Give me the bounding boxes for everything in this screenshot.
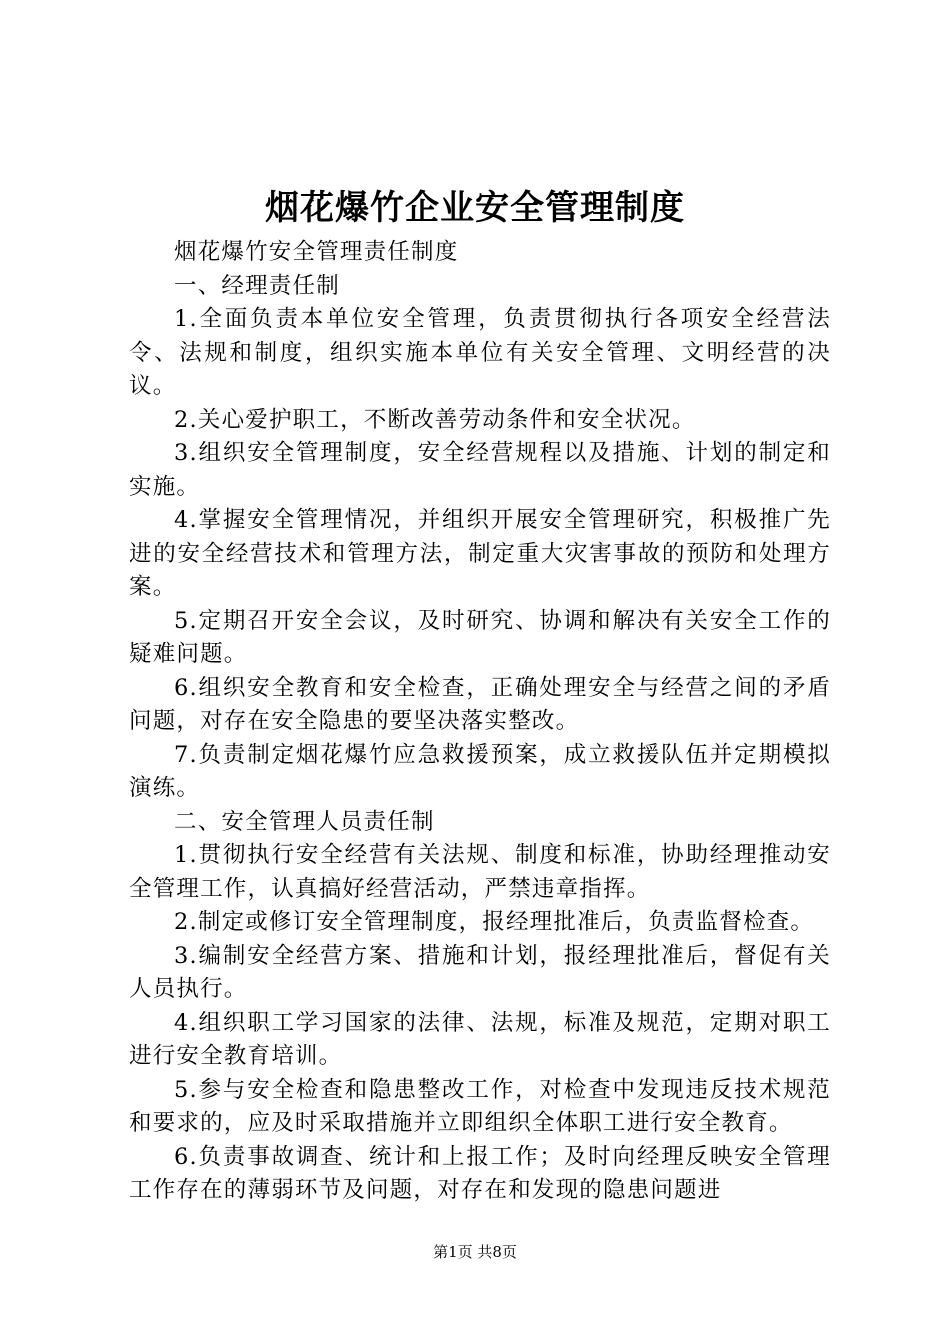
paragraph: 1.贯彻执行安全经营有关法规、制度和标准，协助经理推动安全管理工作，认真搞好经营活动，严禁违章指挥。 xyxy=(129,842,831,902)
page-footer: 第1页 共8页 xyxy=(433,1243,517,1261)
paragraph: 6.负责事故调查、统计和上报工作；及时向经理反映安全管理工作存在的薄弱环节及问题，对存在和发现的隐患问题进 xyxy=(129,1143,831,1203)
paragraph: 2.关心爱护职工，不断改善劳动条件和安全状况。 xyxy=(174,406,696,433)
document-body xyxy=(129,236,831,1208)
paragraph: 6.组织安全教育和安全检查，正确处理安全与经营之间的矛盾问题，对存在安全隐患的要坚决落实整改。 xyxy=(129,674,831,734)
paragraph: 5.参与安全检查和隐患整改工作，对检查中发现违反技术规范和要求的，应及时采取措施并立即组织全体职工进行安全教育。 xyxy=(129,1076,831,1136)
document-title: 烟花爆竹企业安全管理制度 xyxy=(265,188,685,228)
section-heading-manager: 一、经理责任制 xyxy=(174,272,340,299)
paragraph: 4.组织职工学习国家的法律、法规，标准及规范，定期对职工进行安全教育培训。 xyxy=(129,1009,831,1069)
section-heading-safety-staff: 二、安全管理人员责任制 xyxy=(174,808,435,835)
paragraph: 2.制定或修订安全管理制度，报经理批准后，负责监督检查。 xyxy=(174,909,815,935)
paragraph: 1.全面负责本单位安全管理，负责贯彻执行各项安全经营法令、法规和制度，组织实施本单位有关安全管理、文明经营的决议。 xyxy=(129,306,831,399)
paragraph: 5.定期召开安全会议，及时研究、协调和解决有关安全工作的疑难问题。 xyxy=(129,607,831,667)
paragraph: 3.编制安全经营方案、措施和计划，报经理批准后，督促有关人员执行。 xyxy=(129,942,831,1002)
paragraph: 3.组织安全管理制度，安全经营规程以及措施、计划的制定和实施。 xyxy=(129,440,831,500)
paragraph: 7.负责制定烟花爆竹应急救援预案，成立救援队伍并定期模拟演练。 xyxy=(129,741,831,801)
paragraph: 4.掌握安全管理情况，并组织开展安全管理研究，积极推广先进的安全经营技术和管理方法，制定重大灾害事故的预防和处理方案。 xyxy=(129,507,831,600)
paragraph-subtitle: 烟花爆竹安全管理责任制度 xyxy=(174,239,459,265)
